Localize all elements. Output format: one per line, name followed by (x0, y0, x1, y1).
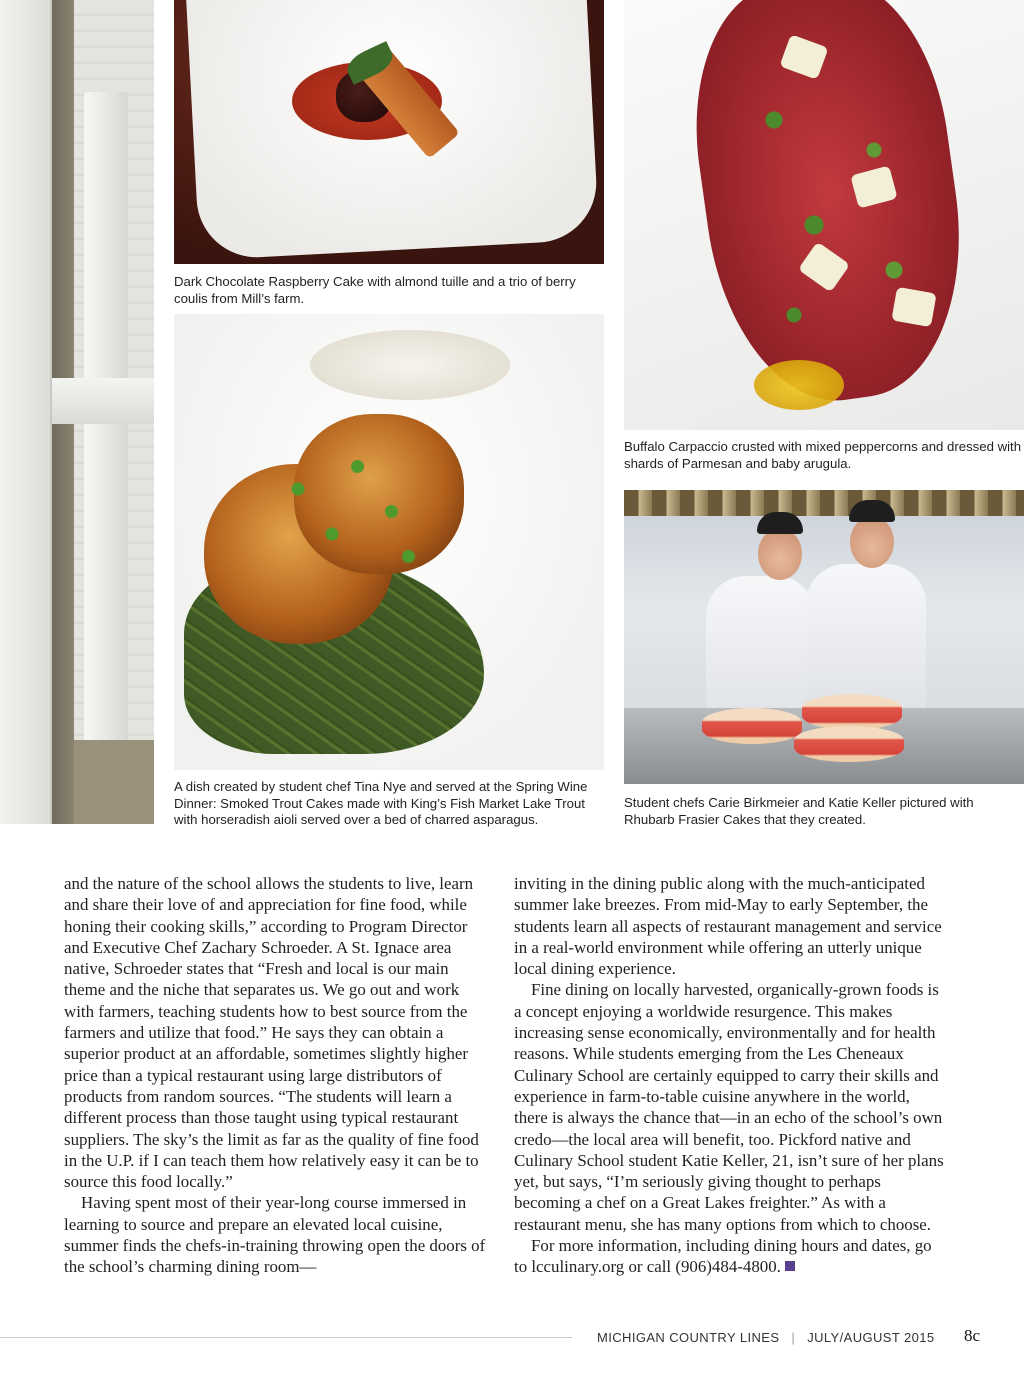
page-number: 8c (964, 1326, 981, 1345)
student-chefs-photo (624, 490, 1024, 784)
end-of-article-mark (785, 1261, 795, 1271)
publication-name: MICHIGAN COUNTRY LINES (597, 1330, 780, 1345)
footer-rule (0, 1337, 572, 1338)
article-paragraph: Fine dining on locally harvested, organically-grown foods is a concept enjoying a worldwide resurgence. This makes increasing sense economically, environmentally and for health reasons. While students emerging from the Les Cheneaux Culinary School are certainly equipped to carry their skills and experience in farm-to-table cuisine anywhere in the world, there is always the chance that—in an echo of the school’s own credo—the local area will benefit, too. Pickford native and Culinary School student Katie Keller, 21, isn’t sure of her plans yet, but says, “I’m seriously giving thought to perhaps becoming a chef on a Great Lakes freighter.” As with a restaurant menu, she has many options from which to choose. (514, 980, 944, 1234)
trout-cakes-photo (174, 314, 604, 770)
chefs-photo-caption: Student chefs Carie Birkmeier and Katie Keller pictured with Rhubarb Frasier Cakes that they created. (624, 795, 974, 827)
cake-photo-caption: Dark Chocolate Raspberry Cake with almond tuille and a trio of berry coulis from Mill’s farm. (174, 274, 576, 306)
carpaccio-photo (624, 0, 1024, 430)
trout-photo-caption: A dish created by student chef Tina Nye and served at the Spring Wine Dinner: Smoked Trout Cakes made with King’s Fish Market Lake Trout with horseradish aioli served over a bed of charred asparagus. (174, 779, 588, 827)
footer-separator: | (791, 1330, 796, 1345)
article-paragraph: inviting in the dining public along with the much-anticipated summer lake breezes. From mid-May to early September, the students learn all aspects of restaurant management and service in a real-world environment while offering an utterly unique local dining experience. (514, 874, 942, 979)
carpaccio-photo-caption: Buffalo Carpaccio crusted with mixed peppercorns and dressed with shards of Parmesan and baby arugula. (624, 439, 1022, 471)
article-closing-text: For more information, including dining hours and dates, go to lcculinary.org or call (906)484-4800. (514, 1236, 932, 1277)
cake-photo (174, 0, 604, 264)
article-closing-paragraph (514, 1235, 944, 1278)
issue-date: JULY/AUGUST 2015 (807, 1330, 935, 1345)
article-right-column (514, 873, 944, 1278)
page-footer (597, 1330, 935, 1345)
building-siding-photo (0, 0, 154, 824)
article-paragraph: and the nature of the school allows the students to live, learn and share their love of and appreciation for fine food, while honing their cooking skills,” according to Program Director and Executive Chef Zachary Schroeder. A St. Ignace area native, Schroeder states that “Fresh and local is our main theme and the niche that separates us. We go out and work with farmers, teaching students how to best source from the farmers and utilize that food.” He says they can obtain a superior product at an affordable, sometimes slightly higher price than a typical restaurant using large distributors of products from random sources. “The students will learn a different process than those taught using typical restaurant suppliers. The sky’s the limit as far as the quality of fine food in the U.P. if I can teach them how relatively easy it can be to source this food locally.” (64, 874, 479, 1192)
article-paragraph: Having spent most of their year-long course immersed in learning to source and prepare an elevated local cuisine, summer finds the chefs-in-training throwing open the doors of the school’s charming dining room— (64, 1193, 486, 1277)
article-left-column (64, 873, 492, 1278)
